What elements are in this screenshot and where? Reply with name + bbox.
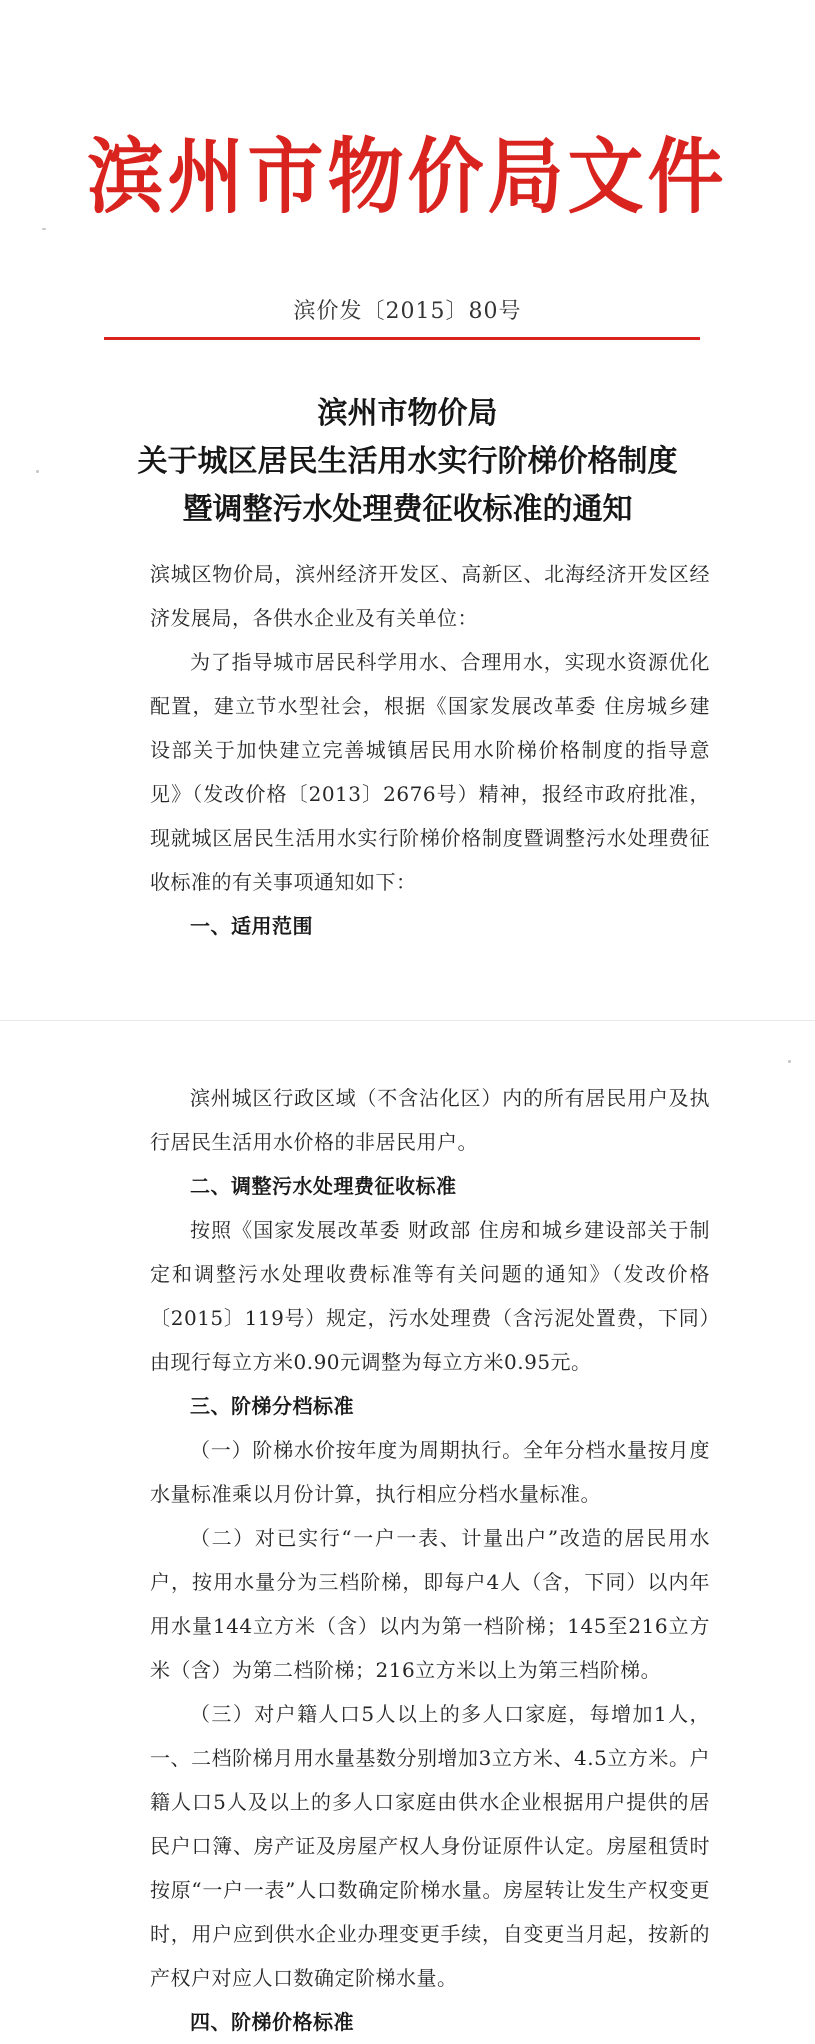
section-2-heading: 二、调整污水处理费征收标准 [190,1174,457,1198]
notice-title-line-1: 滨州市物价局 [317,396,498,431]
scan-speck [788,1060,791,1063]
scan-speck [42,228,46,230]
notice-title [0,390,815,534]
notice-title-line-2: 关于城区居民生活用水实行阶梯价格制度 [137,444,678,479]
section-4-heading: 四、阶梯价格标准 [190,2010,354,2034]
section-3-paragraph-3: （三）对户籍人口5人以上的多人口家庭，每增加1人，一、二档阶梯月用水量基数分别增加3立方米、4.5立方米。户籍人口5人及以上的多人口家庭由供水企业根据用户提供的居民户口簿、房产证及房屋产权人身份证原件认定。房屋租赁时按原“一户一表”人口数确定阶梯水量。房屋转让发生产权变更时，用户应到供水企业办理变更手续，自变更当月起，按新的产权户对应人口数确定阶梯水量。 [150,1702,710,1990]
intro-paragraph: 为了指导城市居民科学用水、合理用水，实现水资源优化配置，建立节水型社会，根据《国家发展改革委 住房城乡建设部关于加快建立完善城镇居民用水阶梯价格制度的指导意见》（发改价格〔2013〕2676号）精神，报经市政府批准，现就城区居民生活用水实行阶梯价格制度暨调整污水处理费征收标准的有关事项通知如下： [150,650,710,894]
section-1-heading: 一、适用范围 [190,914,313,938]
page-separator [0,1020,815,1041]
document-page-1 [0,0,815,1020]
red-divider-line [104,337,700,340]
document-page-2 [0,1040,815,2034]
document-number: 滨价发〔2015〕80号 [293,299,522,324]
addressee: 滨城区物价局，滨州经济开发区、高新区、北海经济开发区经济发展局，各供水企业及有关单位： [150,562,710,630]
section-1-text: 滨州城区行政区域（不含沾化区）内的所有居民用户及执行居民生活用水价格的非居民用户。 [150,1086,710,1154]
scan-speck [36,470,39,473]
section-3-paragraph-2: （二）对已实行“一户一表、计量出户”改造的居民用水户，按用水量分为三档阶梯，即每户4人（含，下同）以内年用水量144立方米（含）以内为第一档阶梯；145至216立方米（含）为第二档阶梯；216立方米以上为第三档阶梯。 [150,1526,710,1682]
page-2-body [150,1076,710,2044]
document-header-title: 滨州市物价局文件 [87,128,728,225]
section-2-text: 按照《国家发展改革委 财政部 住房和城乡建设部关于制定和调整污水处理收费标准等有关问题的通知》（发改价格〔2015〕119号）规定，污水处理费（含污泥处置费，下同）由现行每立方米0.90元调整为每立方米0.95元。 [150,1218,710,1374]
page-1-body [150,552,710,948]
section-3-heading: 三、阶梯分档标准 [190,1394,354,1418]
section-3-paragraph-1: （一）阶梯水价按年度为周期执行。全年分档水量按月度水量标准乘以月份计算，执行相应分档水量标准。 [150,1438,710,1506]
notice-title-line-3: 暨调整污水处理费征收标准的通知 [182,492,633,527]
